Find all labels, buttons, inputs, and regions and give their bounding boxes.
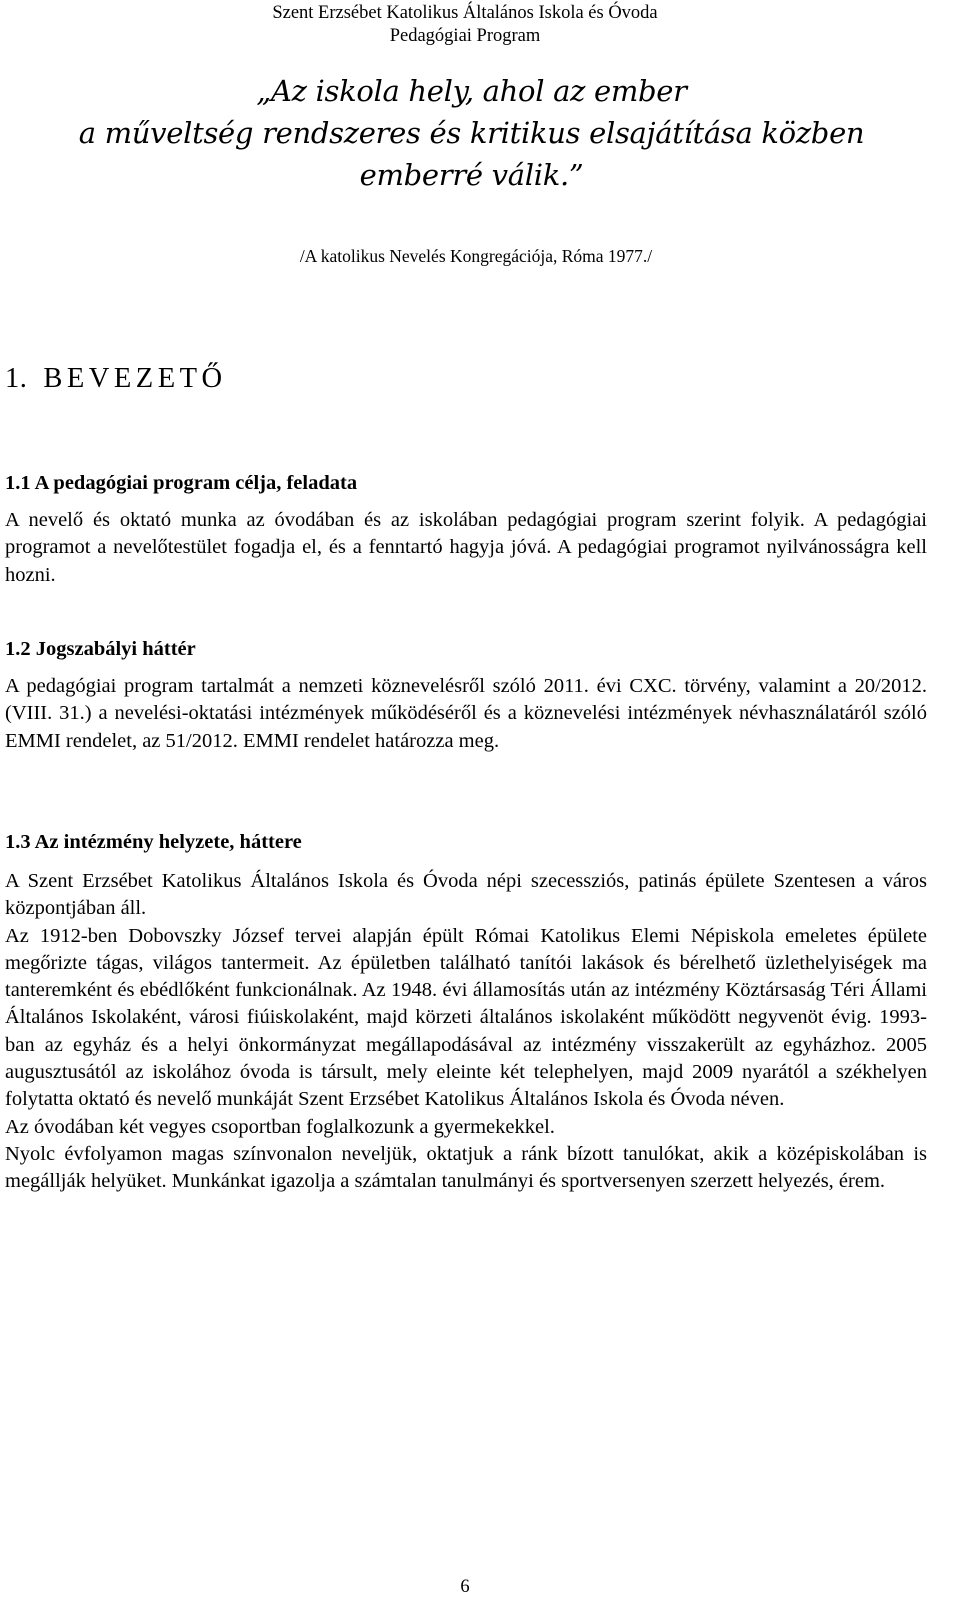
quote-line-1: „Az iskola hely, ahol az ember <box>256 74 687 108</box>
section-paragraph: Az 1912-ben Dobovszky József tervei alapján épült Római Katolikus Elemi Népiskola emeletes épülete megőrizte tágas, világos tantermeit. Az épületben található tanítói lakások és bérelhető üzlethelyiségek ma tanteremként és ebédlőként funkcionálnak. Az 1948. évi államosítás után az intézmény Köztársaság Téri Állami Általános Iskolaként, városi fiúiskolaként, majd körzeti általános iskolaként működött negyvenöt évig. 1993-ban az egyház és a helyi önkormányzat megállapodásával az intézmény visszakerült az egyházhoz. 2005 augusztusától az iskolához óvoda is társult, mely eleinte két telephelyen, majd 2009 nyarától a székhelyen folytatta oktató és nevelő munkáját Szent Erzsébet Katolikus Általános Iskola és Óvoda néven. <box>5 924 927 1111</box>
section-heading: 1.3 Az intézmény helyzete, háttere <box>5 831 302 853</box>
chapter-heading: BEVEZETŐ <box>43 363 227 394</box>
header-document-title: Pedagógiai Program <box>389 26 541 46</box>
section-paragraph: Az óvodában két vegyes csoportban foglalkozunk a gyermekekkel. <box>5 1115 555 1138</box>
epigraph-quote <box>0 70 943 196</box>
chapter-title <box>5 361 227 397</box>
section-1-1 <box>5 469 927 589</box>
quote-line-2: a műveltség rendszeres és kritikus elsajátítása közben <box>78 116 865 150</box>
running-header <box>0 2 930 48</box>
section-paragraph: A pedagógiai program tartalmát a nemzeti köznevelésről szóló 2011. évi CXC. törvény, valamint a 20/2012. (VIII. 31.) a nevelési-oktatási intézmények működéséről és a köznevelési intézmények névhasználatáról szóló EMMI rendelet, az 51/2012. EMMI rendelet határozza meg. <box>5 675 927 752</box>
section-paragraph: A nevelő és oktató munka az óvodában és az iskolában pedagógiai program szerint folyik. A pedagógiai programot a nevelőtestület fogadja el, és a fenntartó hagyja jóvá. A pedagógiai programot nyilvánosságra kell hozni. <box>5 509 927 586</box>
section-heading: 1.1 A pedagógiai program célja, feladata <box>5 472 358 494</box>
section-paragraph: Nyolc évfolyamon magas színvonalon neveljük, oktatjuk a ránk bízott tanulókat, akik a középiskolában is megállják helyüket. Munkánkat igazolja a számtalan tanulmányi és sportversenyen szerzett helyezés, érem. <box>5 1142 927 1193</box>
section-paragraph: A Szent Erzsébet Katolikus Általános Iskola és Óvoda népi szecessziós, patinás épülete Szentesen a város központjában áll. <box>5 870 927 920</box>
header-school-name: Szent Erzsébet Katolikus Általános Iskola és Óvoda <box>272 3 658 23</box>
section-1-2 <box>5 635 927 755</box>
section-heading: 1.2 Jogszabályi háttér <box>5 638 196 660</box>
page-number: 6 <box>460 1577 470 1597</box>
section-1-3 <box>5 828 927 1196</box>
quote-line-3: emberré válik.” <box>359 158 584 192</box>
quote-source: /A katolikus Nevelés Kongregációja, Róma 1977./ <box>299 246 653 266</box>
chapter-number: 1. <box>5 363 28 394</box>
